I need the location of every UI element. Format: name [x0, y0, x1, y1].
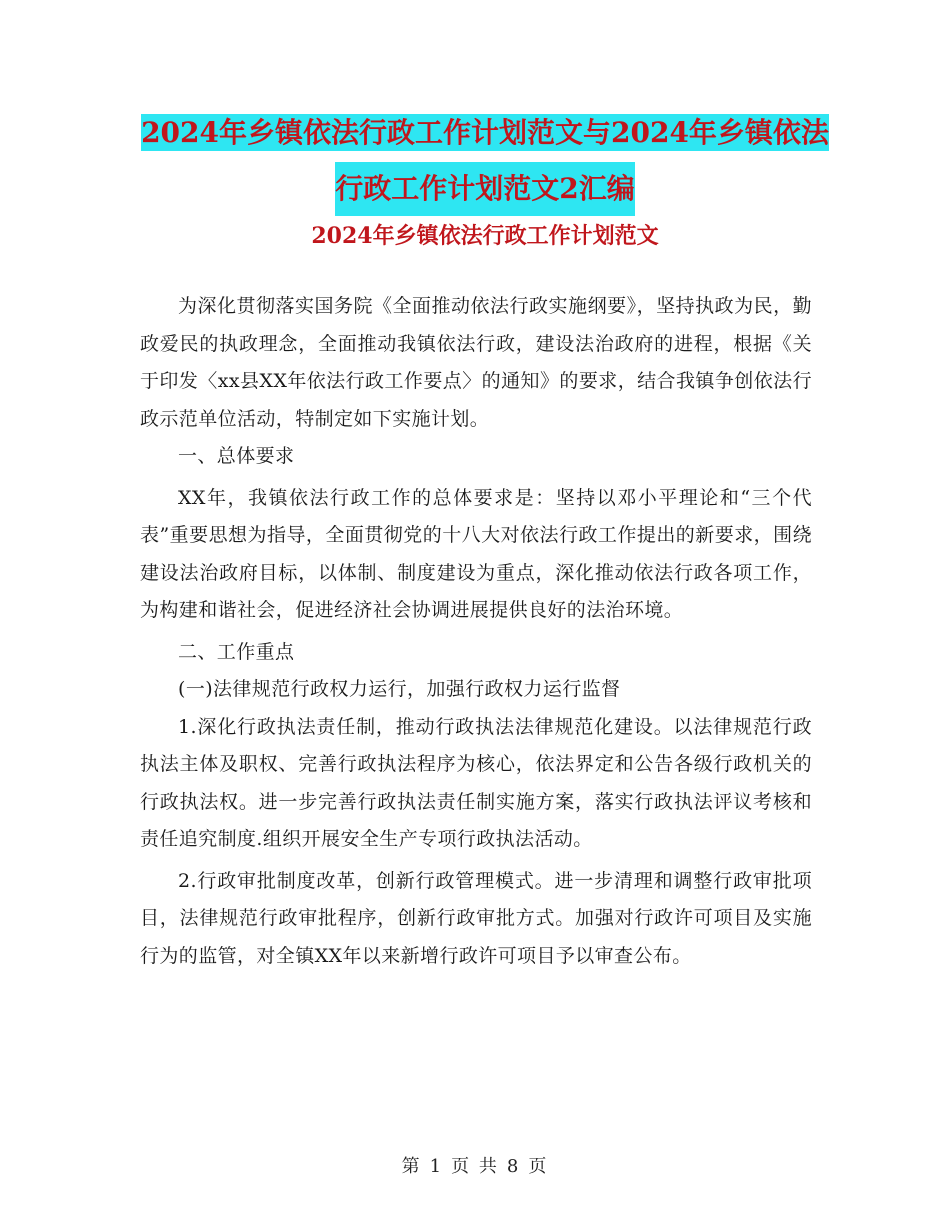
footer-prefix: 第: [401, 1156, 422, 1177]
heading-general-requirements: 一、总体要求: [178, 445, 295, 467]
title-line-2: 行政工作计划范文2汇编: [335, 162, 634, 216]
page-footer: [0, 1152, 950, 1178]
footer-suffix: 页: [528, 1156, 549, 1177]
paragraph-intro: 为深化贯彻落实国务院《全面推动依法行政实施纲要》，坚持执政为民，勤政爱民的执政理念，全面推动我镇依法行政，建设法治政府的进程，根据《关于印发〈xx县XX年依法行政工作要点〉的通知》的要求，结合我镇争创依法行政示范单位活动，特制定如下实施计划。: [140, 295, 812, 430]
title-line-1: 2024年乡镇依法行政工作计划范文与2024年乡镇依法: [141, 116, 829, 149]
heading-subsection-1: (一)法律规范行政权力运行，加强行政权力运行监督: [178, 678, 621, 700]
footer-middle: 页 共: [451, 1156, 499, 1177]
paragraph-item-2: 2.行政审批制度改革，创新行政管理模式。进一步清理和调整行政审批项目，法律规范行政审批程序，创新行政审批方式。加强对行政许可项目及实施行为的监管，对全镇XX年以来新增行政许可项目予以审查公布。: [140, 869, 812, 967]
paragraph-general-requirements: XX年，我镇依法行政工作的总体要求是：坚持以邓小平理论和“三个代表”重要思想为指导，全面贯彻党的十八大对依法行政工作提出的新要求，围绕建设法治政府目标，以体制、制度建设为重点，深化推动依法行政各项工作，为构建和谐社会，促进经济社会协调进展提供良好的法治环境。: [140, 486, 812, 621]
document-body: [140, 288, 812, 975]
section-title: 2024年乡镇依法行政工作计划范文: [311, 223, 659, 249]
footer-total-pages: 8: [506, 1156, 521, 1177]
document-title: [140, 108, 830, 216]
footer-page-number: 1: [429, 1156, 444, 1177]
heading-work-focus: 二、工作重点: [178, 640, 295, 663]
paragraph-item-1: 1.深化行政执法责任制，推动行政执法法律规范化建设。以法律规范行政执法主体及职权、完善行政执法程序为核心，依法界定和公告各级行政机关的行政执法权。进一步完善行政执法责任制实施方案，落实行政执法评议考核和责任追究制度.组织开展安全生产专项行政执法活动。: [140, 715, 812, 850]
